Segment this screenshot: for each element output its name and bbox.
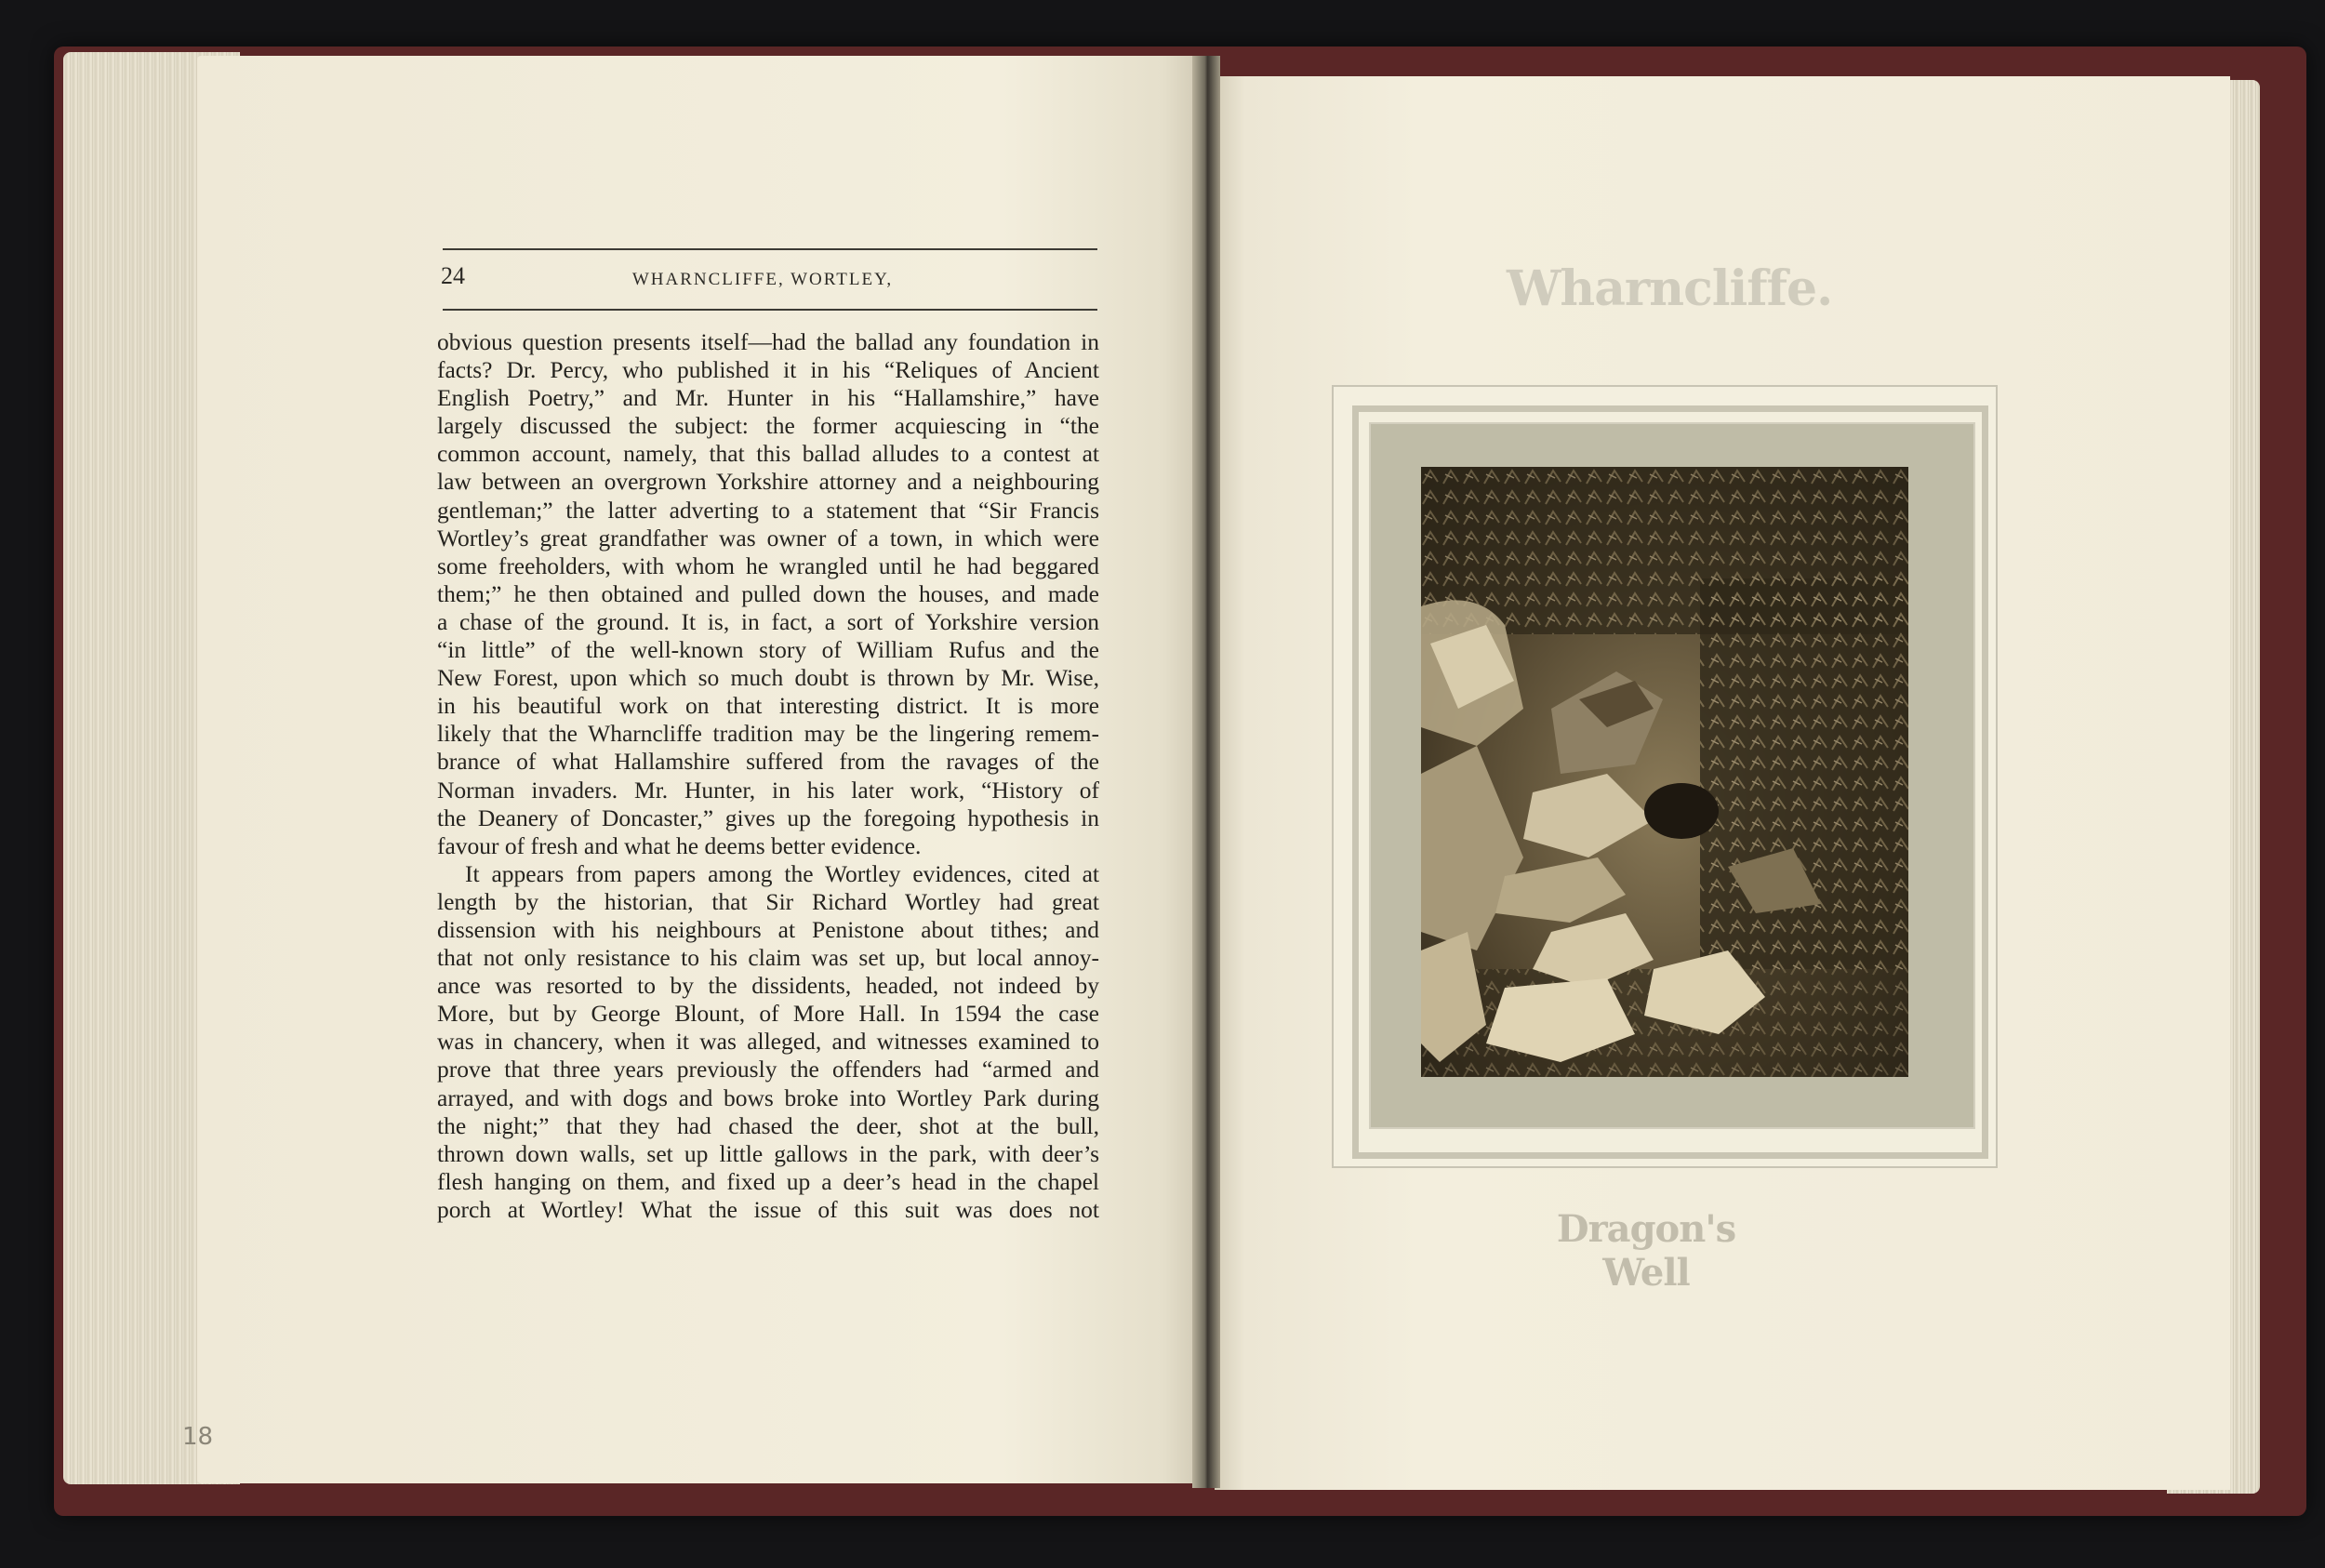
- text-line: largely discussed the subject: the former acquiescing in “the: [437, 412, 1099, 440]
- text-line: length by the historian, that Sir Richard Wortley had great: [437, 887, 1099, 915]
- text-line: the night;” that they had chased the deer, shot at the bull,: [437, 1111, 1099, 1139]
- text-line: some freeholders, with whom he wrangled until he had beggared: [437, 551, 1099, 579]
- text-line: gentleman;” the latter adverting to a statement that “Sir Francis: [437, 496, 1099, 524]
- text-line: the Deanery of Doncaster,” gives up the foregoing hypothesis in: [437, 804, 1099, 831]
- header-rule-top: [443, 248, 1097, 250]
- body-text: [437, 328, 1099, 1224]
- text-line: New Forest, upon which so much doubt is thrown by Mr. Wise,: [437, 664, 1099, 692]
- text-line: common account, namely, that this ballad alludes to a contest at: [437, 440, 1099, 468]
- page-number: 24: [441, 262, 465, 289]
- text-line: law between an overgrown Yorkshire attorney and a neighbouring: [437, 468, 1099, 496]
- book-gutter: [1192, 56, 1220, 1488]
- text-line: a chase of the ground. It is, in fact, a sort of Yorkshire version: [437, 607, 1099, 635]
- text-line: Wortley’s great grandfather was owner of a town, in which were: [437, 524, 1099, 551]
- header-rule-bottom: [443, 309, 1097, 311]
- photograph: [1421, 467, 1908, 1077]
- text-line: prove that three years previously the offenders had “armed and: [437, 1056, 1099, 1083]
- text-line: “in little” of the well-known story of William Rufus and the: [437, 636, 1099, 664]
- text-line: in his beautiful work on that interesting district. It is more: [437, 692, 1099, 720]
- text-line: facts? Dr. Percy, who published it in his “Reliques of Ancient: [437, 356, 1099, 384]
- text-line: favour of fresh and what he deems better evidence.: [437, 831, 922, 859]
- text-line: Norman invaders. Mr. Hunter, in his later work, “History of: [437, 776, 1099, 804]
- text-line: ance was resorted to by the dissidents, headed, not indeed by: [437, 972, 1099, 1000]
- text-line: dissension with his neighbours at Penistone about tithes; and: [437, 915, 1099, 943]
- text-line: English Poetry,” and Mr. Hunter in his “Hallamshire,” have: [437, 384, 1099, 412]
- text-line: them;” he then obtained and pulled down the houses, and made: [437, 579, 1099, 607]
- text-line: arrayed, and with dogs and bows broke into Wortley Park during: [437, 1083, 1099, 1111]
- running-head: WHARNCLIFFE, WORTLEY,: [631, 270, 894, 289]
- text-line: More, but by George Blount, of More Hall. In 1594 the case: [437, 1000, 1099, 1028]
- text-line: flesh hanging on them, and fixed up a deer’s head in the chapel: [437, 1167, 1099, 1195]
- photograph-image: [1421, 467, 1908, 1077]
- text-line: porch at Wortley! What the issue of this suit was does not: [437, 1195, 1099, 1223]
- text-line: was in chancery, when it was alleged, and witnesses examined to: [437, 1028, 1099, 1056]
- text-line: that not only resistance to his claim was set up, but local annoy-: [437, 944, 1099, 972]
- pencil-mark: 18: [182, 1423, 214, 1451]
- plate-caption: Dragon's Well: [1556, 1207, 1736, 1295]
- text-line: obvious question presents itself—had the ballad any foundation in: [437, 328, 1099, 355]
- plate-title: Wharncliffe.: [1507, 260, 1833, 317]
- text-line: likely that the Wharncliffe tradition may be the lingering remem-: [437, 720, 1099, 748]
- text-line: thrown down walls, set up little gallows in the park, with deer’s: [437, 1139, 1099, 1167]
- text-line: It appears from papers among the Wortley evidences, cited at: [465, 859, 1099, 887]
- text-line: brance of what Hallamshire suffered from the ravages of the: [437, 748, 1099, 776]
